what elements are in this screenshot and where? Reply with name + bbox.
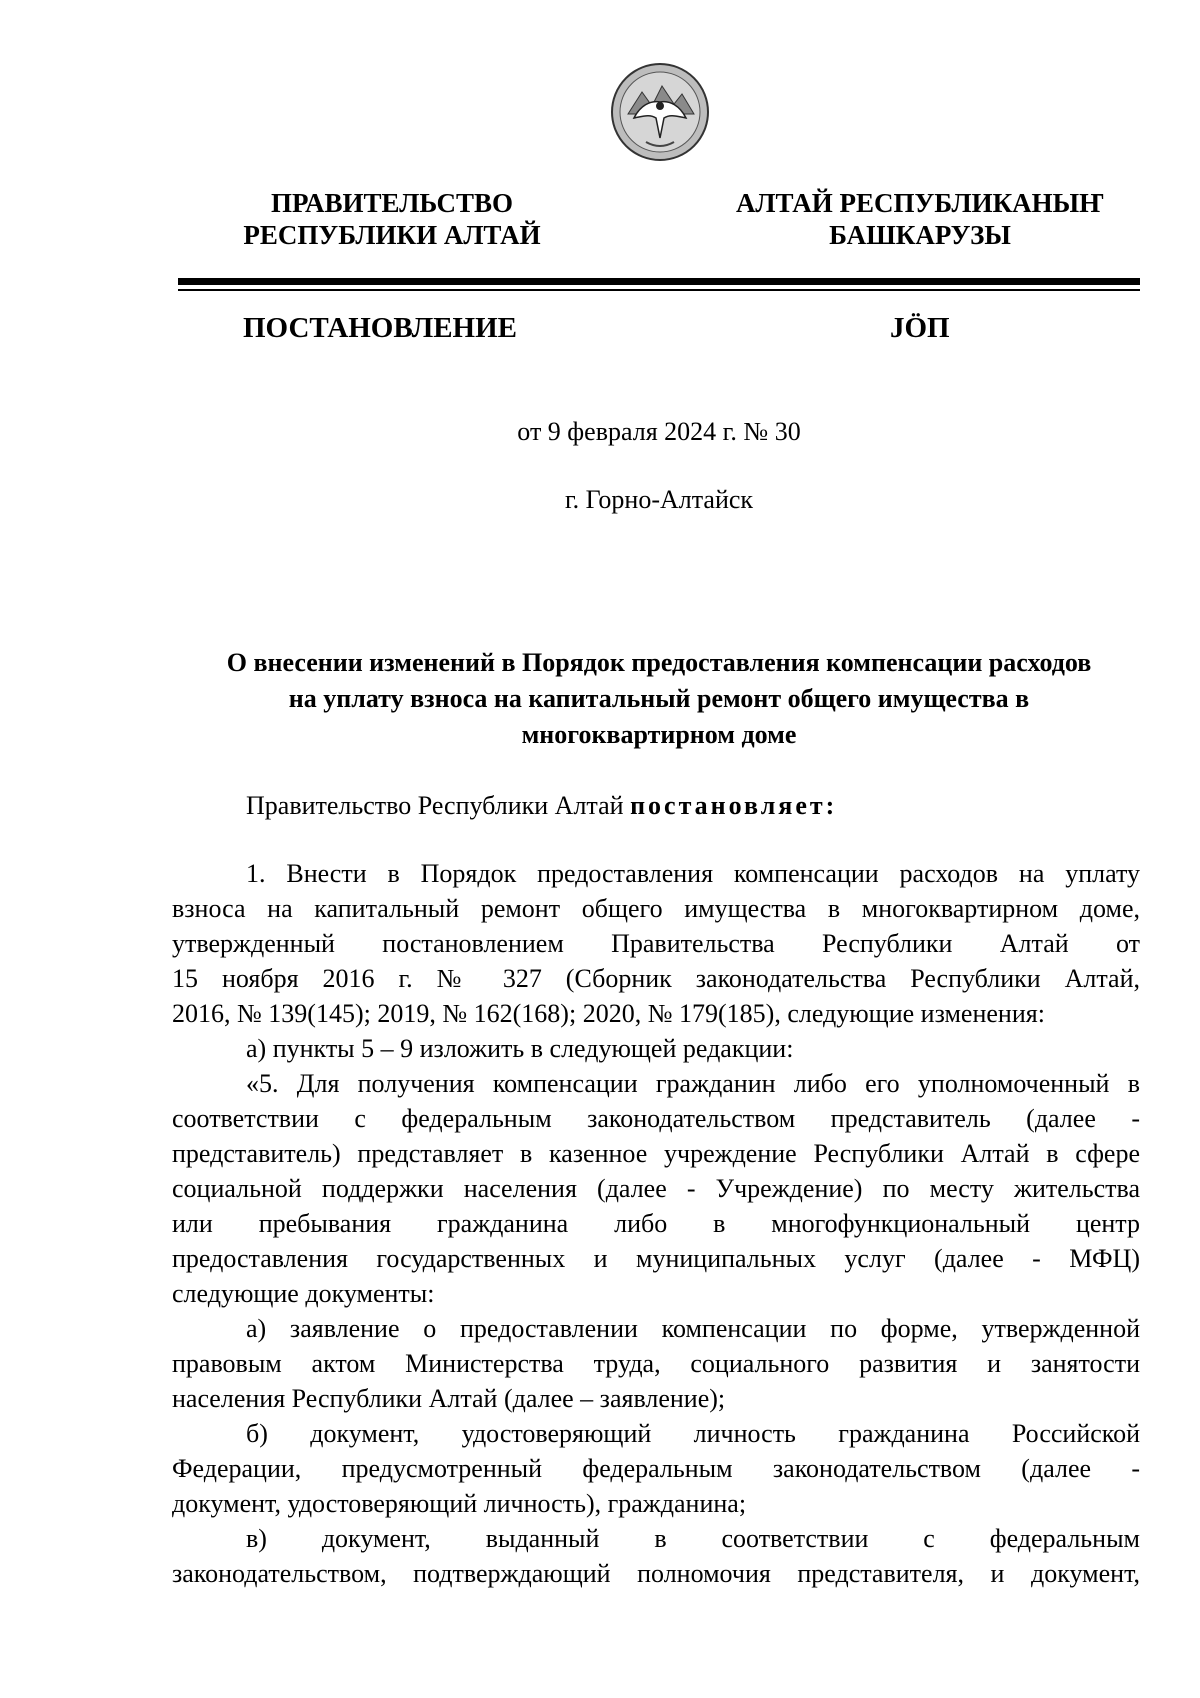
doctype-russian: ПОСТАНОВЛЕНИЕ xyxy=(243,312,518,344)
body-line: б) документ, удостоверяющий личность гражданина Российской xyxy=(246,1419,1140,1448)
title-line: на уплату взноса на капитальный ремонт общего имущества в xyxy=(288,684,1030,713)
body-line: законодательством, подтверждающий полномочия представителя, и документ, xyxy=(172,1559,1140,1588)
org-name-line: РЕСПУБЛИКИ АЛТАЙ xyxy=(243,220,541,250)
body-line: 1. Внести в Порядок предоставления компенсации расходов на уплату xyxy=(246,859,1140,888)
document-city: г. Горно-Алтайск xyxy=(564,485,754,514)
body-line: правовым актом Министерства труда, социального развития и занятости xyxy=(172,1349,1140,1378)
body-line: 15 ноября 2016 г. № 327 (Сборник законодательства Республики Алтай, xyxy=(172,964,1140,993)
preamble-text: Правительство Республики Алтай xyxy=(246,791,631,820)
doctype-altai: JӦП xyxy=(890,312,950,344)
body-line: следующие документы: xyxy=(172,1279,435,1308)
preamble-emphasis: постановляет: xyxy=(630,791,838,820)
document-title xyxy=(178,645,1140,753)
document-body xyxy=(172,856,1140,1591)
body-line: документ, удостоверяющий личность), гражданина; xyxy=(172,1489,747,1518)
org-name-line: БАШКАРУЗЫ xyxy=(829,220,1011,250)
body-line: представитель) представляет в казенное учреждение Республики Алтай в сфере xyxy=(172,1139,1140,1168)
body-line: предоставления государственных и муниципальных услуг (далее - МФЦ) xyxy=(172,1244,1140,1273)
body-line: утвержденный постановлением Правительства Республики Алтай от xyxy=(172,929,1140,958)
title-line: О внесении изменений в Порядок предоставления компенсации расходов xyxy=(226,648,1092,677)
body-line: а) пункты 5 – 9 изложить в следующей редакции: xyxy=(246,1034,794,1063)
body-line: «5. Для получения компенсации гражданин либо его уполномоченный в xyxy=(246,1069,1140,1098)
body-line: взноса на капитальный ремонт общего имущества в многоквартирном доме, xyxy=(172,894,1140,923)
body-line: 2016, № 139(145); 2019, № 162(168); 2020, № 179(185), следующие изменения: xyxy=(172,999,1045,1028)
org-name-russian xyxy=(232,187,552,251)
preamble xyxy=(246,791,837,821)
body-line: населения Республики Алтай (далее – заявление); xyxy=(172,1384,726,1413)
body-line: соответствии с федеральным законодательством представитель (далее - xyxy=(172,1104,1140,1133)
body-line: или пребывания гражданина либо в многофункциональный центр xyxy=(172,1209,1140,1238)
document-date-number: от 9 февраля 2024 г. № 30 xyxy=(517,417,801,446)
header-divider-thick xyxy=(178,278,1140,285)
body-line: а) заявление о предоставлении компенсации по форме, утвержденной xyxy=(246,1314,1140,1343)
body-line: Федерации, предусмотренный федеральным законодательством (далее - xyxy=(172,1454,1140,1483)
title-line: многоквартирном доме xyxy=(521,720,797,749)
coat-of-arms-icon xyxy=(610,62,710,162)
org-name-line: ПРАВИТЕЛЬСТВО xyxy=(270,188,514,218)
org-name-line: АЛТАЙ РЕСПУБЛИКАНЫҤ xyxy=(735,188,1105,218)
body-line: в) документ, выданный в соответствии с федеральным xyxy=(246,1524,1140,1553)
body-line: социальной поддержки населения (далее - Учреждение) по месту жительства xyxy=(172,1174,1140,1203)
header-divider-thin xyxy=(178,289,1140,291)
org-name-altai xyxy=(720,187,1120,251)
